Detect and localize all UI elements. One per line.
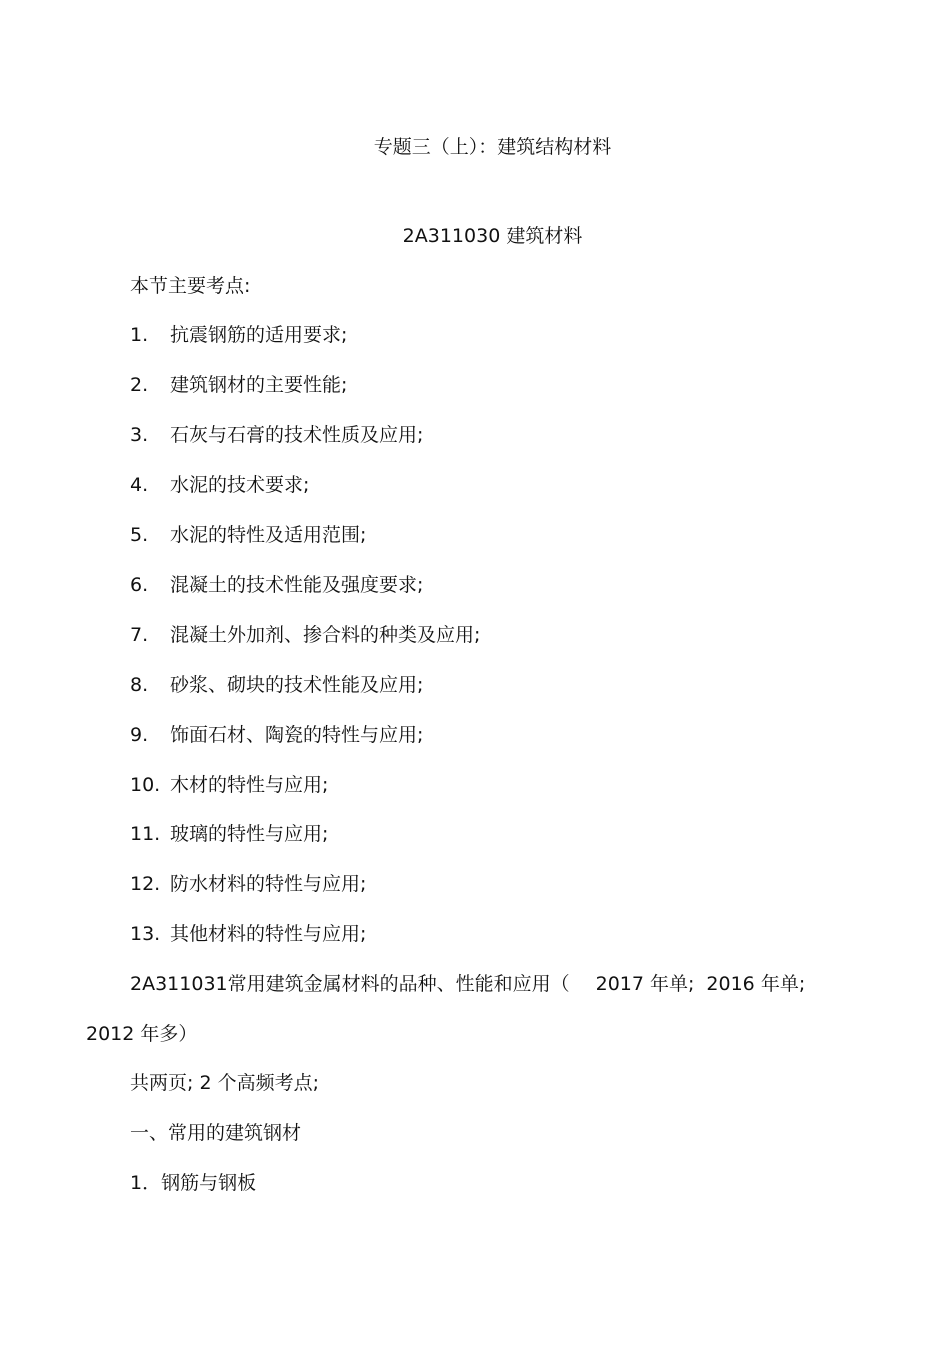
list-item bbox=[130, 373, 347, 397]
list-item-text: 防水材料的特性与应用; bbox=[170, 873, 367, 895]
list-item-number: 2. bbox=[130, 374, 149, 396]
list-item bbox=[130, 323, 347, 347]
list-item-number: 8. bbox=[130, 674, 149, 696]
subsection-heading bbox=[130, 972, 805, 996]
page-title: 专题三（上）：建筑结构材料 bbox=[373, 136, 612, 158]
list-item-number: 13. bbox=[130, 923, 161, 945]
section-title: 2A311030 建筑材料 bbox=[402, 225, 583, 247]
list-item-number: 12. bbox=[130, 873, 161, 895]
list-item bbox=[130, 673, 423, 697]
list-item bbox=[130, 822, 328, 846]
list-item bbox=[130, 922, 366, 946]
list-item-number: 6. bbox=[130, 574, 149, 596]
subsection-code-title: 2A311031常用建筑金属材料的品种、性能和应用（ bbox=[130, 973, 570, 995]
list-item-number: 4. bbox=[130, 474, 149, 496]
pages-note: 共两页; 2 个高频考点; bbox=[130, 1072, 319, 1094]
list-item-text: 混凝土的技术性能及强度要求; bbox=[170, 574, 424, 596]
list-item bbox=[130, 423, 423, 447]
list-item-number: 11. bbox=[130, 823, 161, 845]
list-item-text: 饰面石材、陶瓷的特性与应用; bbox=[170, 724, 424, 746]
key-points-label: 本节主要考点: bbox=[130, 275, 251, 297]
list-item bbox=[130, 523, 366, 547]
list-item-text: 建筑钢材的主要性能; bbox=[170, 374, 348, 396]
list-item-number: 3. bbox=[130, 424, 149, 446]
list-item bbox=[130, 473, 309, 497]
heading-level-2: 1．钢筋与钢板 bbox=[130, 1172, 257, 1194]
list-item-number: 1. bbox=[130, 324, 149, 346]
list-item-text: 石灰与石膏的技术性质及应用; bbox=[170, 424, 424, 446]
list-item-number: 7. bbox=[130, 624, 149, 646]
list-item-text: 砂浆、砌块的技术性能及应用; bbox=[170, 674, 424, 696]
heading-level-1: 一、常用的建筑钢材 bbox=[130, 1122, 302, 1144]
list-item-text: 玻璃的特性与应用; bbox=[170, 823, 329, 845]
list-item bbox=[130, 872, 366, 896]
list-item-text: 抗震钢筋的适用要求; bbox=[170, 324, 348, 346]
list-item bbox=[130, 623, 480, 647]
list-item-text: 其他材料的特性与应用; bbox=[170, 923, 367, 945]
list-item bbox=[130, 573, 423, 597]
list-item-text: 木材的特性与应用; bbox=[170, 774, 329, 796]
list-item-number: 10. bbox=[130, 774, 161, 796]
list-item bbox=[130, 723, 423, 747]
list-item-text: 混凝土外加剂、掺合料的种类及应用; bbox=[170, 624, 481, 646]
list-item-number: 9. bbox=[130, 724, 149, 746]
list-item-text: 水泥的特性及适用范围; bbox=[170, 524, 367, 546]
list-item-number: 5. bbox=[130, 524, 149, 546]
list-item bbox=[130, 773, 328, 797]
exam-year-2017: 2017 年单; bbox=[595, 973, 695, 995]
exam-year-2012: 2012 年多） bbox=[86, 1023, 198, 1045]
exam-year-2016: 2016 年单; bbox=[706, 973, 806, 995]
list-item-text: 水泥的技术要求; bbox=[170, 474, 310, 496]
